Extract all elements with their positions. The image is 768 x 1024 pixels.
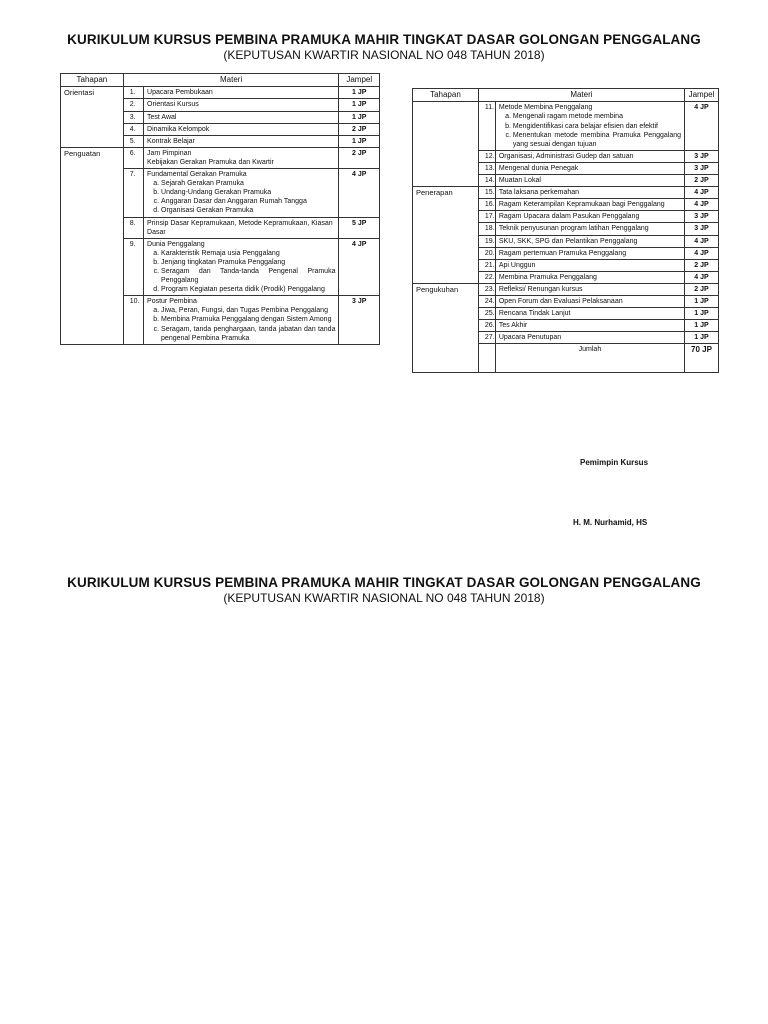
materi-cell: Api Unggun — [495, 259, 684, 271]
column-header-materi: Materi — [478, 89, 684, 102]
row-number: 13. — [478, 162, 495, 174]
row-number: 11. — [478, 102, 495, 150]
sub-topic: b. Undang-Undang Gerakan Pramuka — [161, 188, 335, 197]
page-subtitle: (KEPUTUSAN KWARTIR NASIONAL NO 048 TAHUN 2018) — [223, 591, 545, 605]
row-number: 14. — [478, 175, 495, 187]
jampel-cell: 4 JP — [685, 187, 719, 199]
jampel-cell: 2 JP — [685, 175, 719, 187]
sub-topic-list — [147, 249, 335, 294]
materi-cell — [144, 238, 339, 296]
row-number: 1. — [123, 87, 143, 99]
materi-cell — [144, 169, 339, 217]
materi-title: Fundamental Gerakan Pramuka — [147, 171, 247, 179]
materi-cell: SKU, SKK, SPG dan Pelantikan Penggalang — [495, 235, 684, 247]
materi-cell: Dinamika Kelompok — [144, 123, 339, 135]
sub-topic: a. Jiwa, Peran, Fungsi, dan Tugas Pembina Penggalang — [161, 306, 335, 315]
materi-cell: Test Awal — [144, 111, 339, 123]
jampel-cell: 4 JP — [339, 238, 380, 296]
row-number: 19. — [478, 235, 495, 247]
materi-cell: Prinsip Dasar Kepramukaan, Metode Kepramukaan, Kiasan Dasar — [144, 217, 339, 238]
materi-cell: Open Forum dan Evaluasi Pelaksanaan — [495, 295, 684, 307]
total-spacer — [478, 344, 495, 373]
jampel-cell: 3 JP — [685, 223, 719, 235]
row-number: 25. — [478, 308, 495, 320]
row-number: 15. — [478, 187, 495, 199]
jampel-cell: 3 JP — [685, 211, 719, 223]
jampel-cell: 1 JP — [339, 99, 380, 111]
materi-cell: Tes Akhir — [495, 320, 684, 332]
sub-topic: b. Mengidentifikasi cara belajar efisien dan efektif — [513, 122, 681, 131]
page-header-repeat — [0, 575, 768, 605]
materi-title: Dunia Penggalang — [147, 240, 205, 248]
jampel-cell: 1 JP — [685, 320, 719, 332]
total-value: 70 JP — [685, 344, 719, 373]
column-header-tahapan: Tahapan — [61, 74, 124, 87]
sub-topic-list — [499, 112, 681, 148]
materi-cell: Muatan Lokal — [495, 175, 684, 187]
row-number: 16. — [478, 199, 495, 211]
row-number: 26. — [478, 320, 495, 332]
materi-cell: Ragam Upacara dalam Pasukan Penggalang — [495, 211, 684, 223]
column-header-materi: Materi — [123, 74, 339, 87]
sub-topic: d. Organisasi Gerakan Pramuka — [161, 206, 335, 215]
page-title: KURIKULUM KURSUS PEMBINA PRAMUKA MAHIR TINGKAT DASAR GOLONGAN PENGGALANG — [67, 32, 701, 47]
table-row — [61, 87, 380, 99]
materi-cell: Tata laksana perkemahan — [495, 187, 684, 199]
sub-topic: c. Anggaran Dasar dan Anggaran Rumah Tangga — [161, 197, 335, 206]
row-number: 22. — [478, 271, 495, 283]
jampel-cell: 3 JP — [685, 150, 719, 162]
table-row — [413, 283, 719, 295]
row-number: 9. — [123, 238, 143, 296]
total-label: Jumlah — [495, 344, 684, 373]
sub-topic: d. Program Kegiatan peserta didik (Prodik) Penggalang — [161, 285, 335, 294]
sub-topic: b. Jenjang tingkatan Pramuka Penggalang — [161, 258, 335, 267]
jampel-cell: 2 JP — [685, 259, 719, 271]
row-number: 12. — [478, 150, 495, 162]
sub-topic: a. Mengenali ragam metode membina — [513, 112, 681, 121]
sub-topic-list — [147, 306, 335, 342]
sub-topic: c. Seragam, tanda penghargaan, tanda jabatan dan tanda pengenal Pembina Pramuka — [161, 325, 335, 343]
row-number: 18. — [478, 223, 495, 235]
stage-cell: Orientasi — [61, 87, 124, 147]
materi-title: Jam Pimpinan — [147, 149, 192, 157]
row-number: 2. — [123, 99, 143, 111]
row-number: 24. — [478, 295, 495, 307]
jampel-cell: 2 JP — [339, 123, 380, 135]
jampel-cell: 1 JP — [685, 308, 719, 320]
materi-cell: Mengenal dunia Penegak — [495, 162, 684, 174]
materi-cell: Upacara Penutupan — [495, 332, 684, 344]
jampel-cell: 1 JP — [339, 111, 380, 123]
column-header-jampel: Jampel — [685, 89, 719, 102]
stage-cell: Penguatan — [61, 147, 124, 344]
row-number: 17. — [478, 211, 495, 223]
row-number: 5. — [123, 135, 143, 147]
jampel-cell: 3 JP — [339, 296, 380, 344]
jampel-cell: 3 JP — [685, 162, 719, 174]
stage-cell: Penerapan — [413, 187, 479, 284]
materi-detail: Kebijakan Gerakan Pramuka dan Kwartir — [147, 158, 274, 166]
jampel-cell: 1 JP — [339, 135, 380, 147]
table-row — [61, 147, 380, 168]
sub-topic: a. Karakteristik Remaja usia Penggalang — [161, 249, 335, 258]
materi-cell: Organisasi, Administrasi Gudep dan satuan — [495, 150, 684, 162]
jampel-cell: 4 JP — [685, 102, 719, 150]
row-number: 20. — [478, 247, 495, 259]
jampel-cell: 2 JP — [685, 283, 719, 295]
materi-cell: Teknik penyusunan program latihan Penggalang — [495, 223, 684, 235]
jampel-cell: 1 JP — [685, 295, 719, 307]
materi-cell: Ragam Keterampilan Kepramukaan bagi Penggalang — [495, 199, 684, 211]
jampel-cell: 4 JP — [685, 199, 719, 211]
stage-cell-continued — [413, 102, 479, 187]
materi-cell: Kontrak Belajar — [144, 135, 339, 147]
row-number: 10. — [123, 296, 143, 344]
row-number: 8. — [123, 217, 143, 238]
curriculum-table-left — [60, 73, 380, 345]
materi-cell: Rencana Tindak Lanjut — [495, 308, 684, 320]
table-row — [413, 102, 719, 150]
materi-title: Metode Membina Penggalang — [498, 104, 593, 112]
page-subtitle: (KEPUTUSAN KWARTIR NASIONAL NO 048 TAHUN 2018) — [223, 48, 545, 62]
page-title: KURIKULUM KURSUS PEMBINA PRAMUKA MAHIR TINGKAT DASAR GOLONGAN PENGGALANG — [67, 575, 701, 590]
signature-role: Pemimpin Kursus — [580, 458, 649, 467]
row-number: 27. — [478, 332, 495, 344]
curriculum-table-right — [412, 88, 719, 373]
row-number: 4. — [123, 123, 143, 135]
row-number: 6. — [123, 147, 143, 168]
row-number: 7. — [123, 169, 143, 217]
materi-cell: Upacara Pembukaan — [144, 87, 339, 99]
jampel-cell: 5 JP — [339, 217, 380, 238]
table-row — [413, 187, 719, 199]
page-header — [0, 32, 768, 62]
column-header-jampel: Jampel — [339, 74, 380, 87]
materi-cell — [495, 102, 684, 150]
row-number: 21. — [478, 259, 495, 271]
sub-topic: c. Menentukan metode membina Pramuka Penggalang yang sesuai dengan tujuan — [513, 131, 681, 149]
materi-cell — [144, 147, 339, 168]
materi-cell: Orientasi Kursus — [144, 99, 339, 111]
materi-cell — [144, 296, 339, 344]
materi-title: Postur Pembina — [147, 298, 197, 306]
column-header-tahapan: Tahapan — [413, 89, 479, 102]
materi-cell: Ragam pertemuan Pramuka Penggalang — [495, 247, 684, 259]
jampel-cell: 4 JP — [685, 235, 719, 247]
signature-name: H. M. Nurhamid, HS — [573, 518, 648, 527]
jampel-cell: 4 JP — [339, 169, 380, 217]
stage-cell: Pengukuhan — [413, 283, 479, 372]
sub-topic: b. Membina Pramuka Penggalang dengan Sistem Among — [161, 315, 335, 324]
jampel-cell: 4 JP — [685, 271, 719, 283]
jampel-cell: 1 JP — [339, 87, 380, 99]
row-number: 3. — [123, 111, 143, 123]
sub-topic: a. Sejarah Gerakan Pramuka — [161, 179, 335, 188]
materi-cell: Membina Pramuka Penggalang — [495, 271, 684, 283]
sub-topic: c. Seragam dan Tanda-tanda Pengenal Pramuka Penggalang — [161, 267, 335, 285]
row-number: 23. — [478, 283, 495, 295]
sub-topic-list — [147, 179, 335, 215]
jampel-cell: 2 JP — [339, 147, 380, 168]
jampel-cell: 4 JP — [685, 247, 719, 259]
jampel-cell: 1 JP — [685, 332, 719, 344]
materi-cell: Refleksi/ Renungan kursus — [495, 283, 684, 295]
